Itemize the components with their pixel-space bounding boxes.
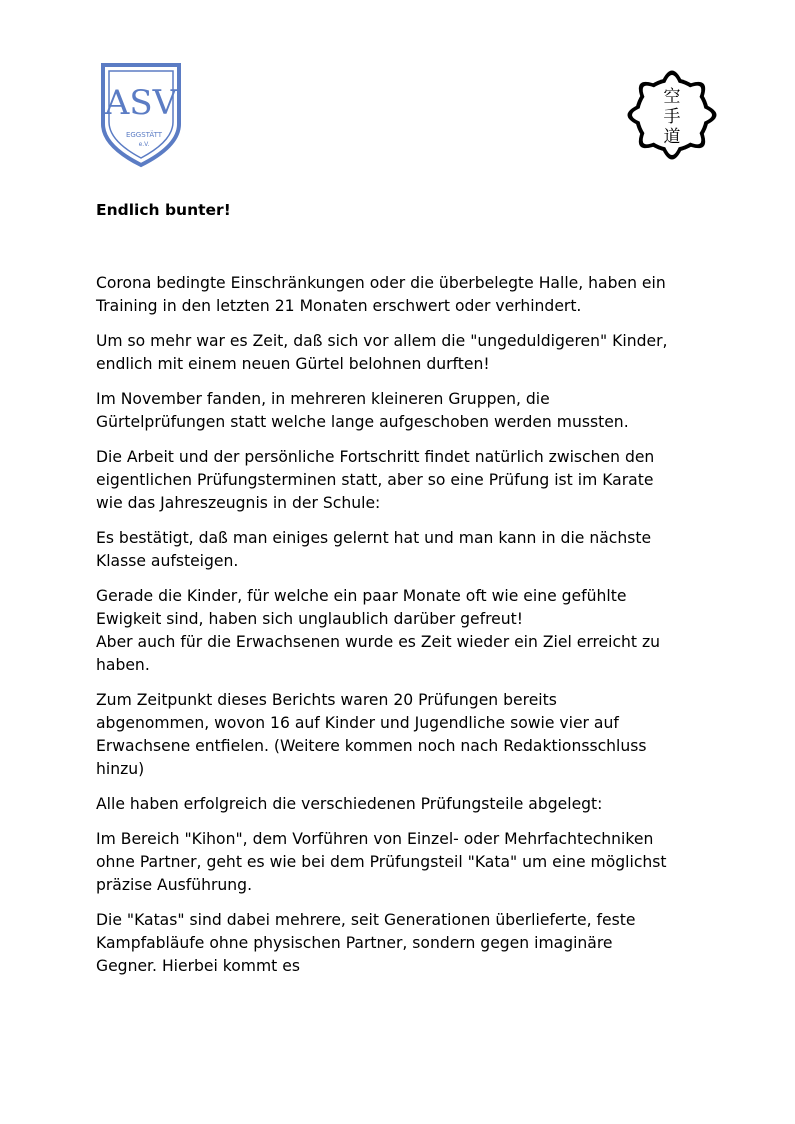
paragraph-line: Es bestätigt, daß man einiges gelernt hat und man kann in die nächste: [96, 529, 652, 547]
paragraph-line: Im November fanden, in mehreren kleineren Gruppen, die: [96, 390, 550, 408]
paragraph-line: Erwachsene entfielen. (Weitere kommen noch nach Redaktionsschluss: [96, 737, 647, 755]
paragraph-line: Um so mehr war es Zeit, daß sich vor allem die "ungeduldigeren" Kinder,: [96, 332, 668, 350]
paragraph-line: Kampfabläufe ohne physischen Partner, sondern gegen imaginäre: [96, 934, 613, 952]
article-paragraph: [96, 828, 736, 897]
article-paragraph: [96, 689, 736, 781]
paragraph-line: Corona bedingte Einschränkungen oder die überbelegte Halle, haben ein: [96, 274, 666, 292]
paragraph-line: Aber auch für die Erwachsenen wurde es Zeit wieder ein Ziel erreicht zu: [96, 633, 661, 651]
paragraph-line: eigentlichen Prüfungsterminen statt, aber so eine Prüfung ist im Karate: [96, 471, 654, 489]
logo-club-suffix: e.V.: [138, 141, 150, 148]
paragraph-line: Die "Katas" sind dabei mehrere, seit Generationen überlieferte, feste: [96, 911, 636, 929]
article-title: Endlich bunter!: [96, 201, 231, 219]
article-body: [96, 272, 736, 990]
paragraph-line: Ewigkeit sind, haben sich unglaublich darüber gefreut!: [96, 610, 524, 628]
karate-do-lotus-emblem: [612, 56, 732, 174]
article-paragraph: [96, 527, 736, 573]
paragraph-line: Die Arbeit und der persönliche Fortschritt findet natürlich zwischen den: [96, 448, 655, 466]
logo-asv-letters: ASV: [104, 83, 178, 123]
article-paragraph: [96, 793, 736, 816]
article-paragraph: [96, 272, 736, 318]
paragraph-line: Training in den letzten 21 Monaten erschwert oder verhindert.: [96, 297, 582, 315]
paragraph-line: abgenommen, wovon 16 auf Kinder und Jugendliche sowie vier auf: [96, 714, 619, 732]
paragraph-line: wie das Jahreszeugnis in der Schule:: [96, 494, 381, 512]
article-paragraph: [96, 909, 736, 978]
article-paragraph: [96, 446, 736, 515]
article-paragraph: [96, 388, 736, 434]
paragraph-line: Zum Zeitpunkt dieses Berichts waren 20 Prüfungen bereits: [96, 691, 557, 709]
paragraph-line: haben.: [96, 656, 150, 674]
paragraph-line: präzise Ausführung.: [96, 876, 253, 894]
emblem-glyph-do: 道: [663, 127, 681, 147]
emblem-glyph-kara: 空: [663, 87, 681, 107]
emblem-glyph-te: 手: [663, 107, 681, 127]
paragraph-line: ohne Partner, geht es wie bei dem Prüfungsteil "Kata" um eine möglichst: [96, 853, 667, 871]
paragraph-line: endlich mit einem neuen Gürtel belohnen durften!: [96, 355, 490, 373]
paragraph-line: Alle haben erfolgreich die verschiedenen Prüfungsteile abgelegt:: [96, 795, 603, 813]
article-paragraph: [96, 585, 736, 677]
paragraph-line: Gerade die Kinder, für welche ein paar Monate oft wie eine gefühlte: [96, 587, 627, 605]
article-paragraph: [96, 330, 736, 376]
paragraph-line: Im Bereich "Kihon", dem Vorführen von Einzel- oder Mehrfachtechniken: [96, 830, 654, 848]
paragraph-line: Klasse aufsteigen.: [96, 552, 239, 570]
paragraph-line: Gürtelprüfungen statt welche lange aufgeschoben werden mussten.: [96, 413, 629, 431]
asv-eggstaett-logo: [100, 62, 182, 168]
logo-club-name: EGGSTÄTT: [125, 131, 163, 139]
paragraph-line: hinzu): [96, 760, 145, 778]
paragraph-line: Gegner. Hierbei kommt es: [96, 957, 300, 975]
